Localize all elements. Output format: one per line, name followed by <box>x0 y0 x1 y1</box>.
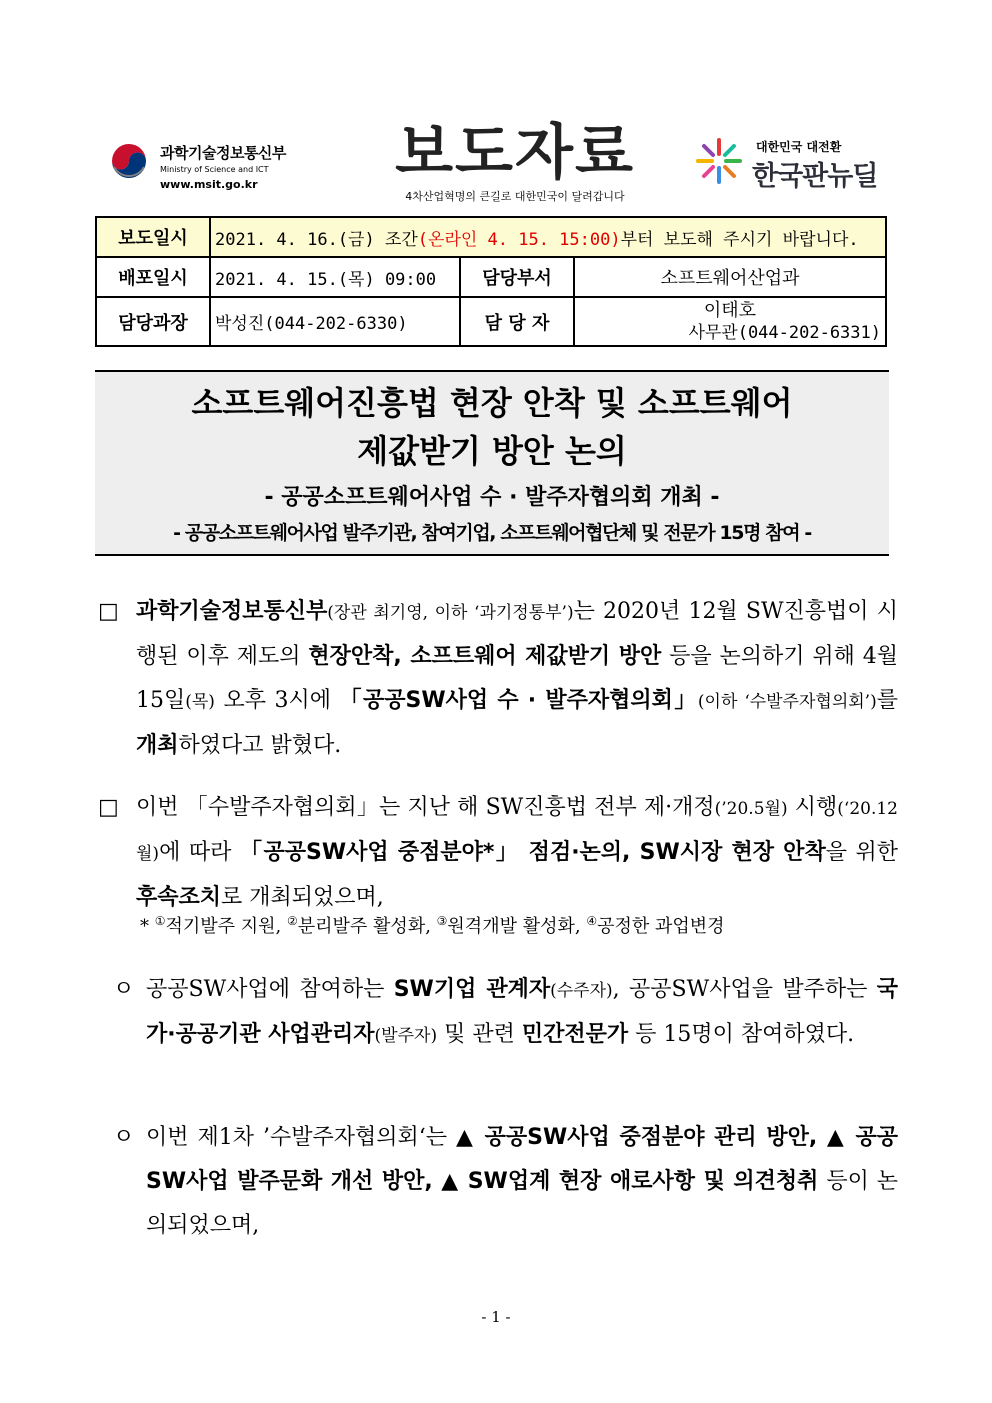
ministry-url: www.msit.go.kr <box>160 178 258 191</box>
note-num-1: ① <box>154 914 166 928</box>
release-row <box>96 217 886 257</box>
square-bullet: □ <box>98 599 119 624</box>
press-slogan: 4차산업혁명의 큰길로 대한민국이 달려갑니다 <box>405 190 625 203</box>
dept-value: 소프트웨어산업과 <box>574 257 886 297</box>
p2-text-1: 이번 「수발주자협의회」는 지난 해 SW진흥법 전부 제·개정 <box>136 795 715 820</box>
distribute-label: 배포일시 <box>96 257 210 297</box>
p2-text-5: 로 개최되었으며, <box>221 885 384 910</box>
p1-small-2: (목) <box>185 692 215 712</box>
square-bullet: □ <box>98 795 119 820</box>
circle-bullet: ㅇ <box>113 1125 135 1150</box>
p1-bold-4: 개최 <box>136 733 179 758</box>
distribute-row <box>96 257 886 297</box>
p1-text-3: 오후 3시에 <box>214 688 340 713</box>
contact-value <box>574 297 886 346</box>
headline-line-1: 소프트웨어진흥법 현장 안착 및 소프트웨어 <box>191 384 793 422</box>
p3-small-1: (수주자) <box>550 981 613 1001</box>
ministry-logo <box>108 138 328 194</box>
contact-label: 담 당 자 <box>460 297 574 346</box>
paragraph-3 <box>146 968 898 1058</box>
p2-text-4: 을 위한 <box>825 840 899 865</box>
p3-text-4: 등 15명이 참여하였다. <box>628 1022 855 1047</box>
page-number: - 1 - <box>481 1308 511 1326</box>
p3-text-3: 및 관련 <box>437 1022 522 1047</box>
p3-text-1: 공공SW사업에 참여하는 <box>146 977 394 1002</box>
new-deal-subtitle: 대한민국 대전환 <box>756 140 842 154</box>
note-item-2: 분리발주 활성화, <box>297 916 437 937</box>
note-num-2: ② <box>287 914 298 928</box>
p4-text-1: 이번 제1차 ’수발주자협의회‘는 <box>146 1125 457 1150</box>
p1-small-3: (이하 ‘수발주자협의회’) <box>697 692 877 712</box>
p1-text-4: 를 <box>876 688 898 713</box>
p2-small-2: (‘20.12월) <box>136 799 898 864</box>
p1-text-1: 는 2020년 12월 SW진흥법이 시행된 이후 제도의 <box>136 599 898 669</box>
note-item-1: 적기발주 지원, <box>165 916 287 937</box>
subheadline-1: - 공공소프트웨어사업 수 · 발주자협의회 개최 - <box>264 485 720 510</box>
ministry-name-ko: 과학기술정보통신부 <box>160 144 286 162</box>
note-num-4: ④ <box>586 914 598 928</box>
distribute-value: 2021. 4. 15.(목) 09:00 <box>210 257 460 297</box>
contact-phone: 사무관(044-202-6331) <box>688 322 881 343</box>
release-value <box>210 217 886 257</box>
subheadline-2: - 공공소프트웨어사업 발주기관, 참여기업, 소프트웨어협단체 및 전문가 15명 참여 - <box>173 522 811 544</box>
footnote <box>140 912 725 938</box>
contact-name: 이태호 <box>703 299 757 321</box>
taegeuk-emblem-icon <box>108 140 150 182</box>
p1-text-2: 등을 논의하기 위해 4월 15일 <box>136 644 898 713</box>
p3-bold-2: 국가·공공기관 사업관리자 <box>146 977 898 1047</box>
p3-bold-1: SW기업 관계자 <box>393 977 551 1002</box>
manager-label: 담당과장 <box>96 297 210 346</box>
p3-small-2: (발주자) <box>374 1026 438 1046</box>
paragraph-2 <box>136 786 898 920</box>
paragraph-1 <box>136 590 898 768</box>
headline-box <box>95 370 889 556</box>
release-label: 보도일시 <box>96 217 210 257</box>
p4-text-2: 등이 논의되었으며, <box>146 1169 899 1238</box>
p1-bold-3: 「공공SW사업 수 · 발주자협의회」 <box>339 688 698 713</box>
ministry-name-en: Ministry of Science and ICT <box>160 165 269 174</box>
note-item-4: 공정한 과업변경 <box>597 916 725 937</box>
manager-value: 박성진(044-202-6330) <box>210 297 460 346</box>
p2-text-3: 에 따라 <box>159 840 240 865</box>
press-header <box>0 110 992 220</box>
p2-bold-2: 후속조치 <box>136 885 222 910</box>
press-release-title: 보도자료 <box>395 118 635 188</box>
p1-text-5: 하였다고 밝혔다. <box>178 733 342 758</box>
p3-bold-3: 민간전문가 <box>521 1022 629 1047</box>
note-star: * <box>140 916 149 937</box>
note-num-3: ③ <box>436 914 448 928</box>
circle-bullet: ㅇ <box>113 977 135 1002</box>
new-deal-burst-icon <box>694 136 744 186</box>
note-item-3: 원격개발 활성화, <box>447 916 587 937</box>
p4-bold-1: ▲ 공공SW사업 중점분야 관리 방안, ▲ 공공SW사업 발주문화 개선 방안, ▲ SW업계 현장 애로사항 및 의견청취 <box>146 1125 898 1194</box>
dept-label: 담당부서 <box>460 257 574 297</box>
release-info-table <box>95 216 887 347</box>
headline-line-2: 제값받기 방안 논의 <box>357 432 627 470</box>
p1-bold-1: 과학기술정보통신부 <box>136 599 328 624</box>
release-request: 부터 보도해 주시기 바랍니다. <box>620 229 859 250</box>
new-deal-title: 한국판뉴딜 <box>752 161 878 192</box>
p1-bold-2: 현장안착, 소프트웨어 제값받기 방안 <box>308 644 662 669</box>
p2-text-2: 시행 <box>787 795 838 820</box>
p2-bold-1: 「공공SW사업 중점분야*」 점검·논의, SW시장 현장 안착 <box>239 840 826 865</box>
p3-text-2: , 공공SW사업을 발주하는 <box>612 977 877 1002</box>
paragraph-4 <box>146 1116 898 1248</box>
release-date: 2021. 4. 16.(금) 조간 <box>215 229 418 250</box>
release-online-time: (온라인 4. 15. 15:00) <box>417 229 621 250</box>
new-deal-logo <box>694 134 884 198</box>
manager-row <box>96 297 886 346</box>
p2-small-1: (’20.5월) <box>714 799 788 819</box>
p1-small-1: (장관 최기영, 이하 ‘과기정통부’) <box>327 603 574 623</box>
